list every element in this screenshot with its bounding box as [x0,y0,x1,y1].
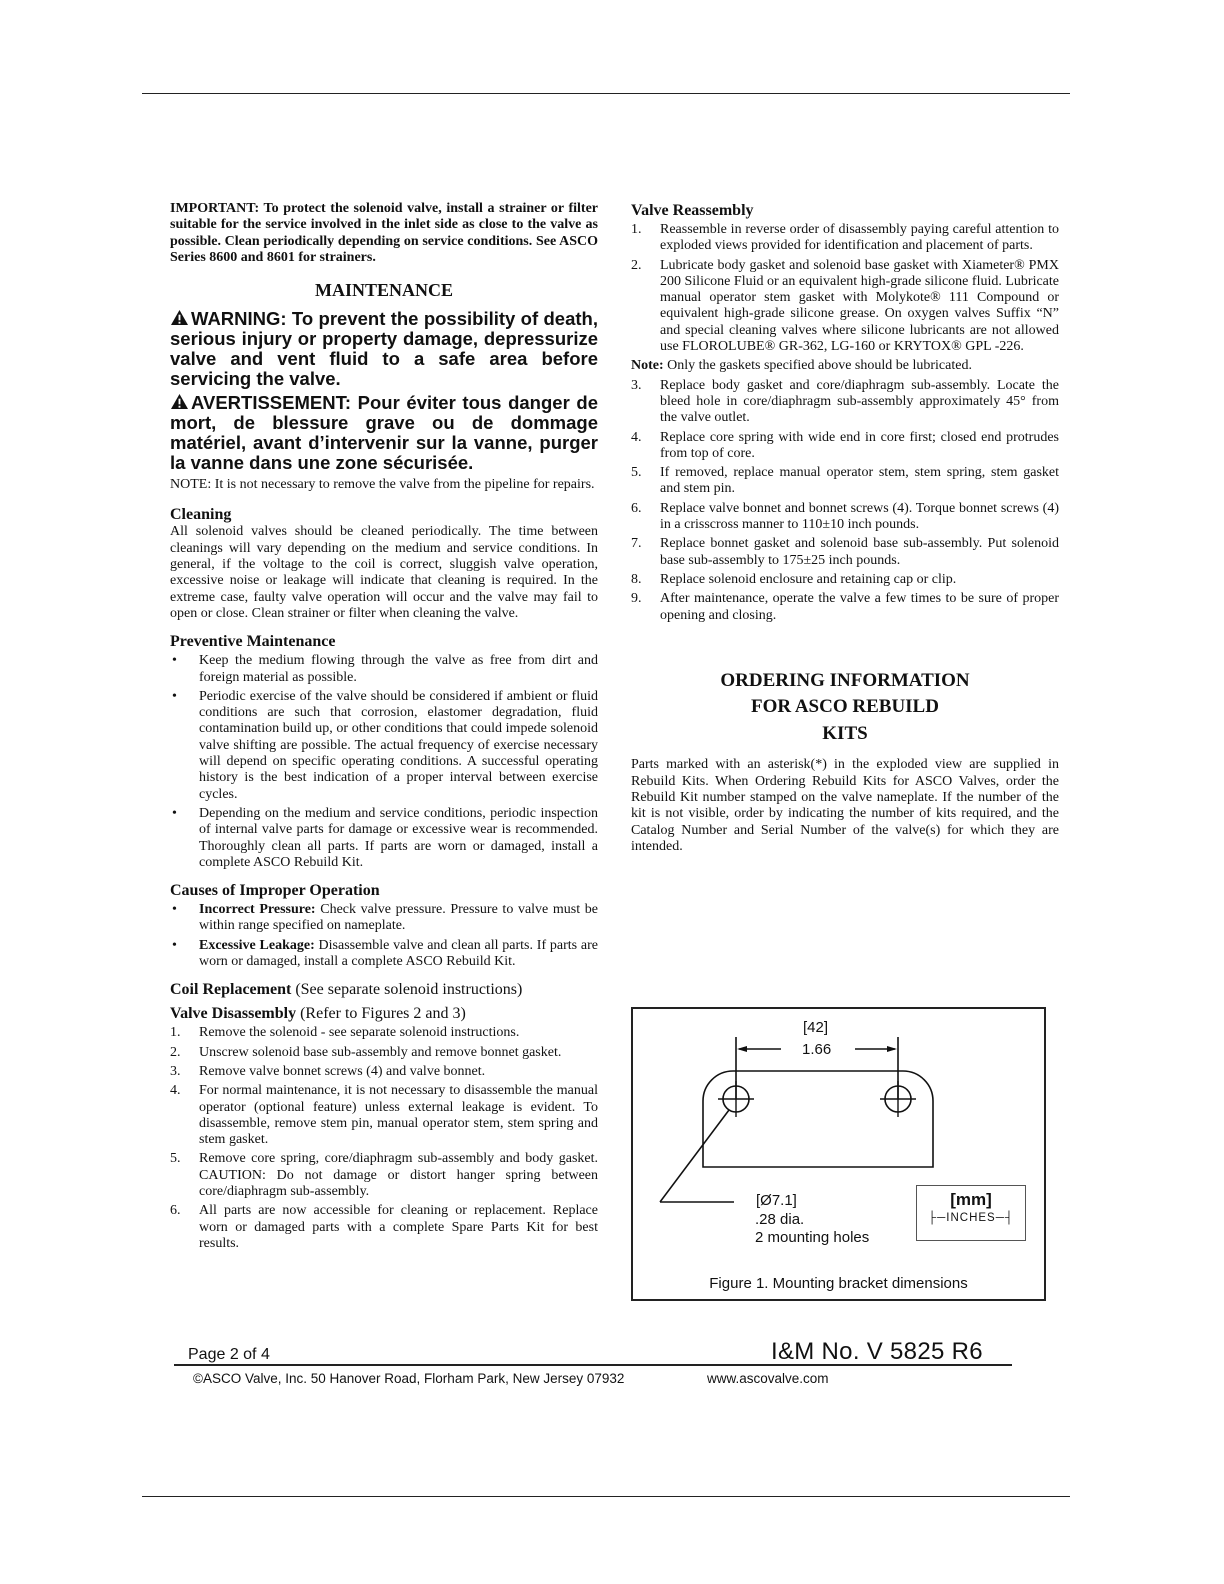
dimension-inch-label: 1.66 [802,1041,832,1058]
item-number: 1. [170,1025,181,1041]
item-text: Remove core spring, core/diaphragm sub-assembly and body gasket. CAUTION: Do not damage or distort hanger spring between core/diaphragm sub-assembly. [199,1151,598,1199]
maintenance-heading: MAINTENANCE [314,280,453,301]
item-text: Reassemble in reverse order of disassembly paying careful attention to exploded views provided for identification and placement of parts. [660,222,1059,254]
mounting-bracket-figure [631,1007,1046,1301]
list-item: • Periodic exercise of the valve should be considered if ambient or fluid conditions are such that corrosion, elastomer degradation, fluid contamination build up, or other conditions that could impede solenoid valve shifting are possible. The actual frequency of exercise necessary will depend on specific operating conditions. A successful operating history is the best indication of a proper interval between exercise cycles. [170,689,598,803]
item-text: Replace solenoid enclosure and retaining cap or clip. [660,571,957,587]
ordering-heading-line: FOR ASCO REBUILD [751,696,939,718]
footer-rule [174,1364,1012,1366]
list-item [170,1064,598,1080]
item-text: Remove valve bonnet screws (4) and valve bonnet. [199,1063,486,1079]
note-label: Note: [631,358,664,374]
item-text: Remove the solenoid - see separate solenoid instructions. [199,1025,520,1041]
dimension-mm-label: [42] [803,1019,829,1036]
list-item [170,1203,598,1252]
ordering-heading [631,668,1059,748]
bottom-rule [142,1496,1070,1497]
hole-inch-label: .28 dia. [755,1211,805,1228]
list-item [631,501,1059,534]
list-item [170,1151,598,1200]
top-rule [142,93,1070,94]
units-mm: [mm] [950,1190,992,1209]
item-text: Unscrew solenoid base sub-assembly and remove bonnet gasket. [199,1044,562,1060]
item-number: 8. [631,571,642,587]
cause-label: Excessive Leakage: [199,937,315,953]
ordering-heading-line: KITS [822,722,868,744]
item-text: Replace valve bonnet and bonnet screws (4). Torque bonnet screws (4) in a crisscross manner to 110±10 inch pounds. [660,500,1059,533]
list-item: • Keep the medium flowing through the valve as free from dirt and foreign material as possible. [170,653,598,686]
item-number: 6. [170,1203,181,1219]
reassembly-list-b [631,378,1059,624]
item-number: 5. [170,1151,181,1167]
warning-english-text: WARNING: To prevent the possibility of death, serious injury or property damage, depressurize valve and vent fluid to a safe area before servicing the valve. [170,308,598,390]
disassembly-heading-text: Valve Disassembly [170,1005,297,1023]
company-address: ©ASCO Valve, Inc. 50 Hanover Road, Florham Park, New Jersey 07932 [193,1371,625,1386]
list-item [631,536,1059,569]
warning-english [170,309,598,389]
list-item [631,378,1059,427]
item-number: 3. [170,1063,181,1079]
website-link[interactable]: www.ascovalve.com [707,1371,829,1386]
left-column [170,201,598,1255]
ordering-text: Parts marked with an asterisk(*) in the exploded view are supplied in Rebuild Kits. When Ordering Rebuild Kits for ASCO Valves, order the Rebuild Kit number stamped on the valve nameplate. If the number of the kit is not visible, order by indicating the number of kits required, and the Catalog Number and Serial Number of the valve(s) for which they are intended. [631,757,1059,854]
hole-mm-label: [Ø7.1] [756,1192,797,1209]
reassembly-list-a [631,222,1059,355]
list-item [170,1045,598,1061]
item-number: 3. [631,377,642,393]
preventive-list [170,653,598,871]
coil-replacement-heading [170,980,598,999]
hole-count-label: 2 mounting holes [755,1229,870,1246]
warning-french-text: AVERTISSEMENT: Pour éviter tous danger de mort, de blessure grave ou de dommage matériel, avant d’intervenir sur la vanne, purger la vanne dans une zone sécurisée. [170,392,598,474]
page-number: Page 2 of 4 [188,1346,270,1363]
figure-caption: Figure 1. Mounting bracket dimensions [709,1275,968,1292]
item-text: For normal maintenance, it is not necessary to disassemble the manual operator (optional feature) unless external leakage is evident. To disassemble, remove stem pin, manual operator stem, stem spring and stem gasket. [199,1083,598,1148]
item-number: 4. [170,1083,181,1099]
cause-label: Incorrect Pressure: [199,902,316,918]
disassembly-heading [170,1004,598,1023]
list-item [631,222,1059,255]
item-text: If removed, replace manual operator stem, stem spring, stem gasket and stem pin. [660,465,1059,497]
item-text: Replace body gasket and core/diaphragm sub-assembly. Locate the bleed hole in core/diaphragm sub-assembly approximately 45° from the valve outlet. [660,377,1059,426]
warning-french [170,393,598,473]
item-text: All parts are now accessible for cleaning or replacement. Replace worn or damaged parts with a complete Spare Parts Kit for best results. [199,1203,598,1251]
reassembly-heading: Valve Reassembly [631,202,754,219]
cause-text: Check valve pressure. Pressure to valve must be within range specified on nameplate. [199,902,598,934]
pipeline-note: NOTE: It is not necessary to remove the valve from the pipeline for repairs. [170,477,595,493]
coil-heading-note: (See separate solenoid instructions) [291,981,523,999]
causes-list [170,902,598,970]
item-text: Replace bonnet gasket and solenoid base sub-assembly. Put solenoid base sub-assembly to 175±25 inch pounds. [660,536,1059,568]
causes-heading: Causes of Improper Operation [170,882,380,900]
list-item [631,430,1059,463]
list-item [170,1025,598,1041]
lubrication-note [631,358,1059,374]
warning-triangle-icon [170,309,189,326]
cause-text: Disassemble valve and clean all parts. If parts are worn or damaged, install a complete ASCO Rebuild Kit. [199,937,598,970]
item-number: 9. [631,591,642,607]
item-text: After maintenance, operate the valve a few times to be sure of proper opening and closing. [660,591,1059,623]
item-number: 2. [631,257,642,273]
document-number: I&M No. V 5825 R6 [771,1338,983,1365]
list-item [631,591,1059,624]
list-item [631,572,1059,588]
units-inches: ├─INCHES─┤ [927,1212,1015,1224]
important-notice: IMPORTANT: To protect the solenoid valve, install a strainer or filter suitable for the service involved in the inlet side as close to the valve as possible. Clean periodically depending on service conditions. See ASCO Series 8600 and 8601 for strainers. [170,201,598,265]
cleaning-heading: Cleaning [170,506,232,524]
warning-triangle-icon [170,393,189,410]
list-item [631,258,1059,356]
cleaning-text: All solenoid valves should be cleaned periodically. The time between cleanings will vary depending on the medium and service conditions. In general, if the voltage to the coil is correct, sluggish valve operation, excessive noise or leakage will indicate that cleaning is required. In the extreme case, faulty valve operation will occur and the valve may fail to open or close. Clean strainer or filter when cleaning the valve. [170,524,598,621]
preventive-heading: Preventive Maintenance [170,633,336,651]
right-column [631,201,1059,855]
item-text: Lubricate body gasket and solenoid base gasket with Xiameter® PMX 200 Silicone Fluid or an equivalent high-grade silicone fluid. Lubricate manual operator stem gasket with Molykote® 111 Compound or equivalent high-grade silicone grease. On oxygen valves Suffix “N” and special cleaning valves where silicone lubricants are not allowed use FLOROLUBE® GR-362, LG-160 or KRYTOX® GPL -226. [660,257,1059,355]
item-number: 5. [631,465,642,481]
units-inches-text: INCHES [946,1212,996,1224]
list-item [170,938,598,971]
disassembly-list [170,1025,598,1252]
list-item [170,1083,598,1148]
bracket-drawing [633,1009,1044,1299]
item-number: 1. [631,222,642,237]
item-number: 7. [631,536,642,552]
item-number: 2. [170,1044,181,1060]
list-item: • Depending on the medium and service conditions, periodic inspection of internal valve parts for damage or excessive wear is recommended. Thoroughly clean all parts. If parts are worn or damaged, install a complete ASCO Rebuild Kit. [170,806,598,871]
item-number: 6. [631,500,642,516]
disassembly-heading-note: (Refer to Figures 2 and 3) [296,1005,466,1023]
ordering-heading-line: ORDERING INFORMATION [720,669,970,691]
item-text: Replace core spring with wide end in core first; closed end protrudes from top of core. [660,429,1059,461]
coil-heading-text: Coil Replacement [170,981,292,999]
list-item [631,465,1059,498]
list-item [170,902,598,935]
item-number: 4. [631,429,642,445]
units-legend [916,1185,1026,1241]
note-text: Only the gaskets specified above should be lubricated. [663,358,972,374]
